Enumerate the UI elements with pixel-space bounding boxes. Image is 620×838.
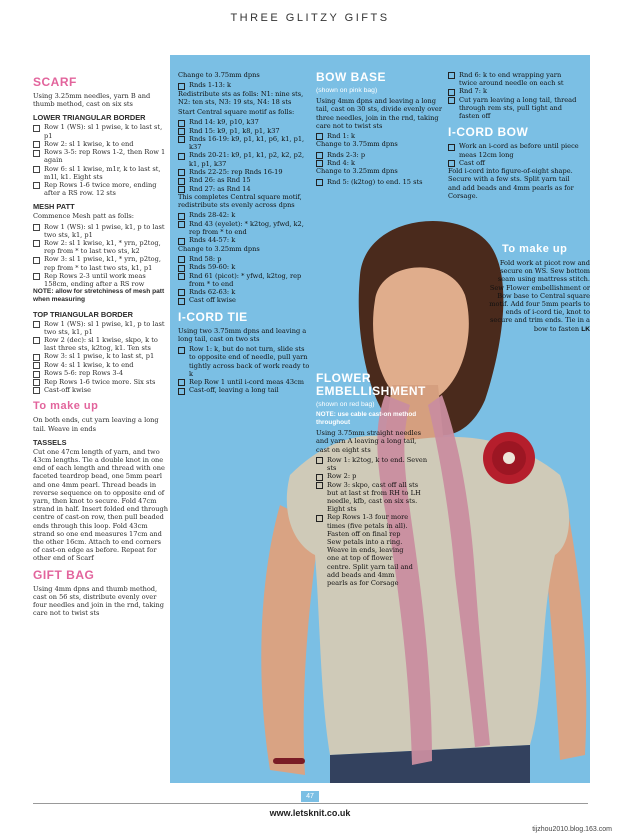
checklist-item[interactable]: Rnds 62-63: k bbox=[178, 288, 310, 296]
checkbox[interactable] bbox=[178, 298, 185, 305]
checkbox[interactable] bbox=[316, 457, 323, 464]
checklist-item[interactable]: Rows 5-6: rep Rows 3-4 bbox=[33, 369, 168, 377]
checkbox[interactable] bbox=[178, 273, 185, 280]
checkbox[interactable] bbox=[178, 169, 185, 176]
watermark: tijzhou2010.blog.163.com bbox=[532, 826, 612, 833]
checkbox[interactable] bbox=[33, 379, 40, 386]
top-border-heading: TOP TRIANGULAR BORDER bbox=[33, 309, 133, 319]
checklist-item[interactable]: Rep Rows 1-6 twice more. Six sts bbox=[33, 378, 168, 386]
make-up-text: On both ends, cut yarn leaving a long tail. Weave in ends bbox=[33, 416, 159, 433]
flower-corsage bbox=[483, 432, 535, 484]
mesh-heading: MESH PATT bbox=[33, 202, 75, 212]
checkbox[interactable] bbox=[316, 474, 323, 481]
lower-border-heading: LOWER TRIANGULAR BORDER bbox=[33, 113, 146, 123]
checkbox[interactable] bbox=[316, 133, 323, 140]
gift-bag-text: Using 4mm dpns and thumb method, cast on 56 sts, distribute evenly over four needles and join in the rnd, taking care not to twist sts bbox=[33, 584, 164, 618]
checkbox[interactable] bbox=[178, 136, 185, 143]
icord-tie-heading: I-CORD TIE bbox=[178, 309, 248, 324]
panel-column-2: BOW BASE (shown on pink bag) Using 4mm dpns and leaving a long tail, cast on 30 sts, divide evenly over three needles, join in the rnd, taking care not to twist sts Rnd 1: k Change to 3.75mm dpns Rnds 2-3: p Rnd 4: k Change to 3.25mm dpns Rnd 5: (k2tog) to end. 15 sts FLOWER EMBELLISHMENT (shown on red bag) NOTE: use cable cast-on method throughout Using 3.75mm straight needles and yarn A leaving a long tail, cast on eight sts Row 1: k2tog, k to end. Seven sts Row 2: p Row 3: skpo, cast off all sts but at last st from RH to LH needle, kfb, cast on six sts. Eight sts Rep Rows 1-3 four more times (five petals in all). Fasten off on final rep Sew petals into a ring. Weave in ends, leaving one at top of flower centre. Split yarn tail and add beads and 4mm pearls as for Corsage bbox=[316, 70, 442, 588]
checklist-item[interactable]: Rnd 58: p bbox=[178, 255, 310, 263]
checkbox[interactable] bbox=[178, 347, 185, 354]
checklist-item[interactable]: Rnd 26: as Rnd 15 bbox=[178, 176, 310, 184]
checklist-item[interactable]: Rnd 61 (picot): * yfwd, k2tog, rep from * to end bbox=[178, 272, 310, 288]
checkbox[interactable] bbox=[33, 387, 40, 394]
tassels-text: Cut one 47cm length of yarn, and two 43cm lengths. Tie a double knot in one end of each length and thread with one faceted teardrop bead, one 5mm pearl and one 4mm pearl. Thread beads in reverse sequence on to opposite end of yarn, then knot to secure. Fold 47cm strand in half. Insert folded end through centre of cast-on row, then pull beaded ends through this loop. Fold 43cm strand so one end measures 17cm and the other 16cm. Attach to end corners of cast-on edge as before. Repeat for other end of Scarf bbox=[33, 447, 169, 563]
checkbox[interactable] bbox=[448, 97, 455, 104]
checkbox[interactable] bbox=[316, 152, 323, 159]
checklist-item[interactable]: Cast-off kwise bbox=[33, 386, 168, 394]
checklist-item[interactable]: Cut yarn leaving a long tail, thread through rem sts, pull tight and fasten off bbox=[448, 96, 580, 121]
page-header: THREE GLITZY GIFTS bbox=[230, 12, 390, 24]
checklist-item[interactable]: Row 3: skpo, cast off all sts but at last st from RH to LH needle, kfb, cast on six sts. Eight sts bbox=[316, 481, 428, 514]
checkbox[interactable] bbox=[316, 179, 323, 186]
checkbox[interactable] bbox=[33, 371, 40, 378]
panel-column-3: Rnd 6: k to end wrapping yarn twice around needle on each st Rnd 7: k Cut yarn leaving a long tail, thread through rem sts, pull tight and fasten off I-CORD BOW Work an i-cord as before until piece meas 12cm long Cast off Fold i-cord into figure-of-eight shape. Secure with a few sts. Split yarn tail and add beads and 4mm pearls as for Corsage. bbox=[448, 71, 579, 200]
checkbox[interactable] bbox=[178, 153, 185, 160]
tassels-heading: TASSELS bbox=[33, 437, 67, 447]
bracelet bbox=[273, 758, 305, 764]
checkbox[interactable] bbox=[33, 182, 40, 189]
checklist-item[interactable]: Rnd 6: k to end wrapping yarn twice around needle on each st bbox=[448, 71, 580, 87]
checklist-item[interactable]: Row 2 (dec): sl 1 kwise, skpo, k to last three sts, k2tog, k1. Ten sts bbox=[33, 336, 168, 352]
checklist-item[interactable]: Rnd 15: k9, p1, k8, p1, k37 bbox=[178, 127, 310, 135]
checklist-item[interactable]: Row 1: k, but do not turn, slide sts to opposite end of needle, pull yarn tightly across back of work ready to k bbox=[178, 345, 310, 378]
checklist-item[interactable]: Rnds 20-21: k9, p1, k1, p2, k2, p2, k1, p1, k37 bbox=[178, 151, 310, 167]
checkbox[interactable] bbox=[178, 213, 185, 220]
checklist-item[interactable]: Row 3: sl 1 pwise, k to last st, p1 bbox=[33, 352, 168, 360]
checkbox[interactable] bbox=[178, 388, 185, 395]
checklist-item[interactable]: Row 2: p bbox=[316, 472, 428, 480]
checklist-item[interactable]: Rnd 1: k bbox=[316, 132, 442, 140]
page-number: 47 bbox=[301, 791, 319, 802]
checkbox[interactable] bbox=[178, 120, 185, 127]
scarf-heading: SCARF bbox=[33, 75, 77, 89]
checklist-item[interactable]: Row 1 (WS): sl 1 pwise, k1, p to last two sts, k1, p1 bbox=[33, 223, 168, 239]
checkbox[interactable] bbox=[178, 265, 185, 272]
panel-column-1: Change to 3.75mm dpns Rnds 1-13: k Redistribute sts as folls: N1: nine sts, N2: ten sts, N3: 19 sts, N4: 18 sts Start Central square motif as folls: Rnd 14: k9, p10, k37 Rnd 15: k9, p1, k8, p1, k37 Rnds 16-19: k9, p1, k1, p6, k1, p1, k37 Rnds 20-21: k9, p1, k1, p2, k2, p2, k1, p1, k37 Rnds 22-25: rep Rnds 16-19 Rnd 26: as Rnd 15 Rnd 27: as Rnd 14 This completes Central square motif, redistribute sts evenly across dpns Rnds 28-42: k Rnd 43 (eyelet): * k2tog, yfwd, k2, rep from * to end Rnds 44-57: k Change to 3.25mm dpns Rnd 58: p Rnds 59-60: k Rnd 61 (picot): * yfwd, k2tog, rep from * to end Rnds 62-63: k Cast off kwise I-CORD TIE Using two 3.75mm dpns and leaving a long tail, cast on two sts Row 1: k, but do not turn, slide sts to opposite end of needle, pull yarn tightly across back of work ready to k Rep Row 1 until i-cord meas 43cm Cast-off, leaving a long tail bbox=[178, 71, 310, 395]
checkbox[interactable] bbox=[316, 515, 323, 522]
flower-heading: FLOWER EMBELLISHMENT bbox=[316, 370, 426, 398]
left-column bbox=[33, 70, 168, 619]
scarf-intro: Using 3.25mm needles, yarn B and thumb method, cast on six sts bbox=[33, 92, 151, 109]
checkbox[interactable] bbox=[178, 221, 185, 228]
checklist-item[interactable]: Rnd 43 (eyelet): * k2tog, yfwd, k2, rep from * to end bbox=[178, 220, 310, 236]
checkbox[interactable] bbox=[448, 89, 455, 96]
checkbox[interactable] bbox=[33, 224, 40, 231]
gift-bag-heading: GIFT BAG bbox=[33, 567, 95, 582]
checkbox[interactable] bbox=[316, 160, 323, 167]
mesh-intro: Commence Mesh patt as folls: bbox=[33, 212, 134, 221]
checkbox[interactable] bbox=[33, 150, 40, 157]
checklist-item[interactable]: Rnd 27: as Rnd 14 bbox=[178, 185, 310, 193]
checkbox[interactable] bbox=[33, 321, 40, 328]
checklist-item[interactable]: Row 3: sl 1 pwise, k1, * yrn, p2tog, rep from * to last two sts, k1, p1 bbox=[33, 255, 168, 271]
checkbox[interactable] bbox=[178, 178, 185, 185]
checkbox[interactable] bbox=[33, 125, 40, 132]
bow-base-heading: BOW BASE bbox=[316, 70, 386, 84]
checklist-item[interactable]: Row 1 (WS): sl 1 pwise, k1, p to last two sts, k1, p1 bbox=[33, 320, 168, 336]
website-link[interactable]: www.letsknit.co.uk bbox=[269, 808, 351, 818]
mesh-note: NOTE: allow for stretchiness of mesh patt when measuring bbox=[33, 288, 165, 304]
checklist-item[interactable]: Rnds 1-13: k bbox=[178, 81, 310, 89]
checklist-item[interactable]: Rnds 2-3: p bbox=[316, 151, 442, 159]
checklist-item[interactable]: Rows 3-5: rep Rows 1-2, then Row 1 again bbox=[33, 148, 168, 164]
checkbox[interactable] bbox=[178, 238, 185, 245]
checklist-item[interactable]: Work an i-cord as before until piece meas 12cm long bbox=[448, 142, 580, 158]
checkbox[interactable] bbox=[316, 482, 323, 489]
icord-bow-heading: I-CORD BOW bbox=[448, 125, 529, 140]
panel-column-4: To make up Fold work at picot row and secure on WS. Sew bottom seam using mattress stitch. Sew Flower embellishment or Bow base to Central square motif. Add four 5mm pearls to ends of i-cord tie, knot to secure and trim ends. Tie in a bow to fasten LK bbox=[489, 243, 590, 333]
checkbox[interactable] bbox=[448, 160, 455, 167]
checklist-item[interactable]: Rnds 44-57: k bbox=[178, 236, 310, 244]
checklist-item[interactable]: Rnd 7: k bbox=[448, 87, 580, 95]
checkbox[interactable] bbox=[33, 257, 40, 264]
checkbox[interactable] bbox=[178, 83, 185, 90]
checkbox[interactable] bbox=[33, 362, 40, 369]
checklist-item[interactable]: Rnd 14: k9, p10, k37 bbox=[178, 118, 310, 126]
checklist-item[interactable]: Row 6: sl 1 kwise, m1r, k to last st, m1l, k1. Eight sts bbox=[33, 165, 168, 181]
checklist-item[interactable]: Cast off bbox=[448, 159, 580, 167]
checkbox[interactable] bbox=[33, 354, 40, 361]
checklist-item[interactable]: Row 2: sl 1 kwise, k1, * yrn, p2tog, rep from * to last two sts, k2 bbox=[33, 239, 168, 255]
checkbox[interactable] bbox=[448, 144, 455, 151]
checkbox[interactable] bbox=[178, 186, 185, 193]
checkbox[interactable] bbox=[33, 166, 40, 173]
checkbox[interactable] bbox=[178, 128, 185, 135]
footer-rule bbox=[33, 803, 588, 804]
checklist-item[interactable]: Cast off kwise bbox=[178, 296, 310, 304]
checkbox[interactable] bbox=[33, 240, 40, 247]
checklist-item[interactable]: Rep Rows 1-6 twice more, ending after a RS row. 12 sts bbox=[33, 181, 168, 197]
blue-panel bbox=[170, 55, 590, 783]
checkbox[interactable] bbox=[33, 141, 40, 148]
checklist-item[interactable]: Row 1: k2tog, k to end. Seven sts bbox=[316, 456, 428, 472]
checklist-item[interactable]: Rep Rows 1-3 four more times (five petals in all). Fasten off on final rep Sew petals into a ring. Weave in ends, leaving one at top of flower centre. Split yarn tail and add beads and 4mm pearls as for Corsage bbox=[316, 513, 416, 587]
checklist-item[interactable]: Row 4: sl 1 kwise, k to end bbox=[33, 361, 168, 369]
checkbox[interactable] bbox=[178, 256, 185, 263]
checklist-item[interactable]: Row 1 (WS): sl 1 pwise, k to last st, p1 bbox=[33, 123, 168, 139]
checklist-item[interactable]: Cast-off, leaving a long tail bbox=[178, 386, 310, 394]
checkbox[interactable] bbox=[33, 337, 40, 344]
checkbox[interactable] bbox=[448, 72, 455, 79]
checkbox[interactable] bbox=[178, 379, 185, 386]
checkbox[interactable] bbox=[178, 289, 185, 296]
make-up-heading: To make up bbox=[33, 400, 99, 413]
checklist-item[interactable]: Rnds 59-60: k bbox=[178, 263, 310, 271]
to-make-up-heading: To make up bbox=[502, 243, 568, 255]
checklist-item[interactable]: Rep Rows 2-3 until work meas 158cm, ending after a RS row bbox=[33, 272, 168, 288]
checklist-item[interactable]: Rnds 16-19: k9, p1, k1, p6, k1, p1, k37 bbox=[178, 135, 310, 151]
checklist-item[interactable]: Rnd 4: k bbox=[316, 159, 442, 167]
checkbox[interactable] bbox=[33, 273, 40, 280]
checklist-item[interactable]: Rep Row 1 until i-cord meas 43cm bbox=[178, 378, 310, 386]
checklist-item[interactable]: Rnd 5: (k2tog) to end. 15 sts bbox=[316, 178, 442, 186]
checklist-item[interactable]: Rnds 28-42: k bbox=[178, 211, 310, 219]
checklist-item[interactable]: Row 2: sl 1 kwise, k to end bbox=[33, 140, 168, 148]
checklist-item[interactable]: Rnds 22-25: rep Rnds 16-19 bbox=[178, 168, 310, 176]
